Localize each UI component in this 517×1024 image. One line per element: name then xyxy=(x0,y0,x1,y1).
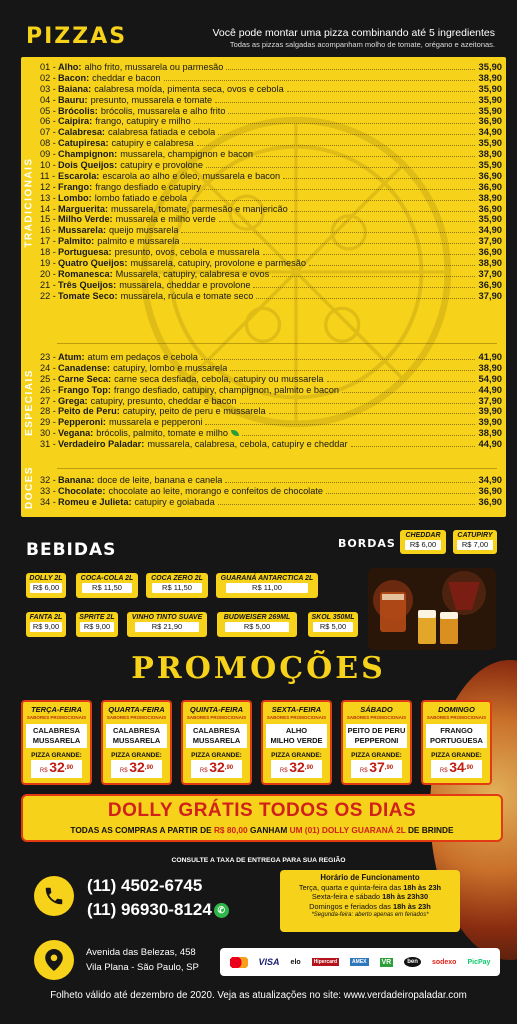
drink-sprite: SPRITE 2L R$ 9,00 xyxy=(76,612,118,637)
dot-leader xyxy=(215,102,475,103)
pizza-desc: catupiry, peito de peru e mussarela xyxy=(122,406,266,417)
pizza-desc: queijo mussarela xyxy=(109,225,179,236)
pizza-name: Romanesca: xyxy=(58,268,113,279)
pizza-num: 24 - xyxy=(40,362,56,373)
pizza-row xyxy=(40,486,502,497)
delivery-fee-note: CONSULTE A TAXA DE ENTREGA PARA SUA REGIÃO xyxy=(171,857,346,864)
pizza-name: Mussarela: xyxy=(58,225,107,236)
pizza-num: 26 - xyxy=(40,384,56,395)
pizza-price: 39,90 xyxy=(478,405,502,417)
category-strip xyxy=(21,57,38,517)
payment-methods xyxy=(220,948,500,976)
pizza-price: 54,90 xyxy=(478,372,502,384)
pizza-row xyxy=(40,106,502,117)
promo-card-sabado: SÁBADO SABORES PROMOCIONAIS PEITO DE PERU PEPPERONI PIZZA GRANDE: R$ $37^{,90}$ xyxy=(341,700,412,785)
pizza-name: Champignon: xyxy=(58,149,118,160)
pizza-row xyxy=(40,406,502,417)
pizzas-title: PIZZAS xyxy=(26,24,128,49)
pizza-num: 34 - xyxy=(40,496,56,507)
borda-catupiry: CATUPIRY R$ 7,00 xyxy=(453,530,497,554)
pizza-name: Portuguesa: xyxy=(58,247,112,258)
pizza-name: Canadense: xyxy=(58,362,111,373)
dot-leader xyxy=(181,232,475,233)
pizza-num: 05 - xyxy=(40,105,56,116)
pizza-name: Alho: xyxy=(58,62,82,72)
pizza-name: Milho Verde: xyxy=(58,214,113,225)
pizza-desc: mussarela, rúcula e tomate seco xyxy=(120,290,254,301)
pizza-row xyxy=(40,396,502,407)
pizza-num: 23 - xyxy=(40,352,56,362)
pizza-list-doces xyxy=(40,475,502,508)
pizza-name: Três Queijos: xyxy=(58,279,117,290)
pizza-price: 36,90 xyxy=(478,246,502,258)
leaf-icon xyxy=(231,430,239,436)
category-especiais: ESPECIAIS xyxy=(24,368,36,436)
pizza-name: Chocolate: xyxy=(58,485,106,496)
dot-leader xyxy=(205,424,475,425)
pizza-price: 35,90 xyxy=(478,159,502,171)
category-divider xyxy=(57,468,497,469)
pizza-price: 37,90 xyxy=(478,394,502,406)
pizza-row xyxy=(40,475,502,486)
dot-leader xyxy=(164,80,475,81)
mastercard-icon xyxy=(230,957,248,968)
pizza-price: 36,90 xyxy=(478,495,502,507)
visa-label: VISA xyxy=(258,957,280,967)
dot-leader xyxy=(206,167,475,168)
promo-card-quinta: QUINTA-FEIRA SABORES PROMOCIONAIS CALABRESA MUSSARELA PIZZA GRANDE: R$ $32^{,90}$ xyxy=(181,700,252,785)
pizza-name: Romeu e Julieta: xyxy=(58,496,132,507)
pizza-name: Tomate Seco: xyxy=(58,290,118,301)
dot-leader xyxy=(283,178,475,179)
pizza-desc: frango desfiado, catupiry, champignon, palmito e bacon xyxy=(113,384,339,395)
pizza-num: 22 - xyxy=(40,290,56,301)
drink-coca-cola: COCA-COLA 2L R$ 11,50 xyxy=(76,573,138,598)
pizza-num: 27 - xyxy=(40,395,56,406)
pizza-num: 02 - xyxy=(40,72,56,83)
category-tradicionais: TRADICIONAIS xyxy=(24,156,36,248)
pizza-price: 34,90 xyxy=(478,126,502,138)
pizza-desc: lombo fatiado e cebola xyxy=(94,192,188,203)
pizza-name: Palmito: xyxy=(58,236,95,247)
promo-card-terca: TERÇA-FEIRA SABORES PROMOCIONAIS CALABRESA MUSSARELA PIZZA GRANDE: R$ $32^{,90}$ xyxy=(21,700,92,785)
pizza-desc: calabresa fatiada e cebola xyxy=(107,127,216,138)
dot-leader xyxy=(230,370,475,371)
pizza-row xyxy=(40,269,502,280)
pizza-name: Atum: xyxy=(58,352,85,362)
dot-leader xyxy=(263,254,475,255)
address-line1: Avenida das Belezas, 458 xyxy=(86,947,196,958)
pizza-row xyxy=(40,291,502,302)
pizza-num: 19 - xyxy=(40,258,56,269)
pizza-row xyxy=(40,127,502,138)
dot-leader xyxy=(272,276,475,277)
pizza-price: 39,90 xyxy=(478,416,502,428)
pizza-desc: frango desfiado e catupiry xyxy=(95,181,201,192)
pizza-price: 36,90 xyxy=(478,202,502,214)
pizza-price: 38,90 xyxy=(478,191,502,203)
dot-leader xyxy=(326,493,475,494)
dot-leader xyxy=(228,113,475,114)
category-divider xyxy=(57,343,497,344)
pizza-num: 12 - xyxy=(40,181,56,192)
pizza-desc: carne seca desfiada, cebola, catupiry ou mussarela xyxy=(114,373,324,384)
pizza-num: 03 - xyxy=(40,83,56,94)
dot-leader xyxy=(256,298,475,299)
pizza-desc: catupiry, presunto, cheddar e bacon xyxy=(90,395,237,406)
pizza-price: 37,90 xyxy=(478,235,502,247)
pizza-row xyxy=(40,497,502,508)
drink-fanta: FANTA 2L R$ 9,00 xyxy=(26,612,66,637)
pizza-desc: mussarela e pepperoni xyxy=(108,417,203,428)
pizza-row xyxy=(40,258,502,269)
location-pin-icon xyxy=(34,940,74,980)
pizza-num: 07 - xyxy=(40,127,56,138)
pizza-desc: Mussarela, catupiry, calabresa e ovos xyxy=(115,268,270,279)
pizza-row xyxy=(40,214,502,225)
borda-cheddar: CHEDDAR R$ 6,00 xyxy=(400,530,446,554)
dolly-title: DOLLY GRÁTIS TODOS OS DIAS xyxy=(107,800,417,821)
dot-leader xyxy=(253,287,475,288)
bebidas-title: BEBIDAS xyxy=(26,540,117,560)
pizza-num: 14 - xyxy=(40,203,56,214)
pizza-row xyxy=(40,193,502,204)
dot-leader xyxy=(194,123,475,124)
dot-leader xyxy=(287,91,475,92)
pizza-num: 21 - xyxy=(40,279,56,290)
pizza-row xyxy=(40,62,502,73)
pizza-desc: atum em pedaços e cebola xyxy=(87,352,198,362)
ben-label: ben xyxy=(404,957,421,967)
pizza-num: 28 - xyxy=(40,406,56,417)
pizza-price: 36,90 xyxy=(478,115,502,127)
dot-leader xyxy=(219,221,475,222)
drink-dolly: DOLLY 2L R$ 6,00 xyxy=(26,573,66,598)
pizza-desc: catupiry, lombo e mussarela xyxy=(113,362,228,373)
pizza-price: 35,90 xyxy=(478,82,502,94)
pizza-row xyxy=(40,417,502,428)
pizza-row xyxy=(40,225,502,236)
pizza-price: 35,90 xyxy=(478,104,502,116)
pizza-price: 35,90 xyxy=(478,93,502,105)
pizza-row xyxy=(40,171,502,182)
promo-card-sexta: SEXTA-FEIRA SABORES PROMOCIONAIS ALHO MILHO VERDE PIZZA GRANDE: R$ $32^{,90}$ xyxy=(261,700,332,785)
drink-guarana: GUARANÁ ANTARCTICA 2L R$ 11,00 xyxy=(216,573,318,598)
pizza-num: 32 - xyxy=(40,475,56,485)
pizza-desc: cheddar e bacon xyxy=(92,72,161,83)
pizza-num: 20 - xyxy=(40,268,56,279)
pizza-name: Bacon: xyxy=(58,72,90,83)
pizza-num: 13 - xyxy=(40,192,56,203)
pizza-name: Carne Seca: xyxy=(58,373,112,384)
pizza-name: Banana: xyxy=(58,475,95,485)
dot-leader xyxy=(327,381,475,382)
pizza-price: 38,90 xyxy=(478,71,502,83)
pizza-row xyxy=(40,352,502,363)
pizza-name: Marguerita: xyxy=(58,203,109,214)
footer-note: Folheto válido até dezembro de 2020. Veja as atualizações no site: www.verdadeiropaladar.com xyxy=(50,990,467,1001)
pizza-num: 16 - xyxy=(40,225,56,236)
pizza-list-especiais xyxy=(40,352,502,450)
pizza-row xyxy=(40,280,502,291)
pizza-name: Quatro Queijos: xyxy=(58,258,128,269)
pizza-num: 01 - xyxy=(40,62,56,72)
pizza-price: 37,90 xyxy=(478,267,502,279)
pizza-price: 35,90 xyxy=(478,213,502,225)
pizza-name: Frango: xyxy=(58,181,93,192)
pizza-name: Peito de Peru: xyxy=(58,406,120,417)
pizza-num: 18 - xyxy=(40,247,56,258)
pizza-desc: mussarela, calabresa, cebola, catupiry e cheddar xyxy=(147,439,348,450)
pizza-num: 25 - xyxy=(40,373,56,384)
pizza-desc: brócolis, mussarela e alho frito xyxy=(100,105,226,116)
pizza-num: 11 - xyxy=(40,170,56,181)
pizza-desc: chocolate ao leite, morango e confeitos de chocolate xyxy=(108,485,323,496)
pizza-row xyxy=(40,182,502,193)
dot-leader xyxy=(309,265,475,266)
pizza-desc: brócolis, palmito, tomate e milho xyxy=(96,428,228,439)
pizza-desc: doce de leite, banana e canela xyxy=(97,475,223,485)
address-line2: Vila Plana - São Paulo, SP xyxy=(86,962,199,973)
drink-coca-zero: COCA ZERO 2L R$ 11,50 xyxy=(146,573,208,598)
pizza-price: 35,90 xyxy=(478,61,502,72)
pizza-price: 41,90 xyxy=(478,351,502,362)
pizza-name: Verdadeiro Paladar: xyxy=(58,439,145,450)
pizza-row xyxy=(40,236,502,247)
pizza-name: Bauru: xyxy=(58,94,88,105)
promo-card-domingo: DOMINGO SABORES PROMOCIONAIS FRANGO PORTUGUESA PIZZA GRANDE: R$ $34^{,90}$ xyxy=(421,700,492,785)
dot-leader xyxy=(256,156,475,157)
pizza-name: Brócolis: xyxy=(58,105,98,116)
dot-leader xyxy=(218,134,475,135)
dot-leader xyxy=(226,69,475,70)
pizza-num: 31 - xyxy=(40,439,56,450)
pizza-num: 04 - xyxy=(40,94,56,105)
pizza-desc: presunto, mussarela e tomate xyxy=(90,94,213,105)
pizza-num: 15 - xyxy=(40,214,56,225)
phone-number-1[interactable]: (11) 4502-6745 xyxy=(87,876,203,895)
pizza-name: Catupiresa: xyxy=(58,138,109,149)
pizza-row xyxy=(40,204,502,215)
dot-leader xyxy=(351,446,475,447)
pizza-desc: frango, catupiry e milho xyxy=(95,116,191,127)
pizza-desc: mussarela, champignon e bacon xyxy=(120,149,253,160)
drink-skol: SKOL 350ML R$ 5,00 xyxy=(308,612,358,637)
pizza-row xyxy=(40,363,502,374)
pizza-row xyxy=(40,149,502,160)
dolly-note: TODAS AS COMPRAS A PARTIR DE R$ 80,00 GANHAM UM (01) DOLLY GUARANÁ 2L DE BRINDE xyxy=(70,825,454,835)
pizza-price: 36,90 xyxy=(478,169,502,181)
pizza-name: Vegana: xyxy=(58,428,94,439)
pizza-desc: presunto, ovos, cebola e mussarela xyxy=(114,247,260,258)
dot-leader xyxy=(291,211,475,212)
elo-label: elo xyxy=(290,958,301,966)
pizza-row xyxy=(40,385,502,396)
pizza-row xyxy=(40,73,502,84)
pizza-num: 30 - xyxy=(40,428,56,439)
pizza-desc: mussarela e milho verde xyxy=(115,214,216,225)
pizza-price: 38,90 xyxy=(478,427,502,439)
pizza-num: 33 - xyxy=(40,485,56,496)
pizza-desc: mussarela, cheddar e provolone xyxy=(119,279,251,290)
opening-hours: Horário de Funcionamento Terça, quarta e quinta-feira das 18h às 23h Sexta-feira e sábado 18h às 23h30 Domingos e feriados das 18h às 23h *Segunda-feira: aberto apenas em feriados* xyxy=(280,870,460,932)
pizza-price: 44,90 xyxy=(478,383,502,395)
promo-card-quarta: QUARTA-FEIRA SABORES PROMOCIONAIS CALABRESA MUSSARELA PIZZA GRANDE: R$ $32^{,90}$ xyxy=(101,700,172,785)
pizza-num: 08 - xyxy=(40,138,56,149)
pizza-row xyxy=(40,428,502,439)
dot-leader xyxy=(240,403,475,404)
pizza-row xyxy=(40,95,502,106)
pizza-desc: mussarela, tomate, parmesão e manjericão xyxy=(111,203,288,214)
pizza-price: 36,90 xyxy=(478,484,502,496)
dolly-banner xyxy=(21,794,503,842)
drinks-photo xyxy=(368,568,496,650)
promocoes-title: PROMOÇÕES xyxy=(131,651,386,686)
hipercard-label: Hipercard xyxy=(313,959,338,965)
pizza-price: 38,90 xyxy=(478,257,502,269)
pizza-row xyxy=(40,138,502,149)
pizza-price: 35,90 xyxy=(478,137,502,149)
pizza-name: Lombo: xyxy=(58,192,92,203)
pizza-menu-panel xyxy=(21,57,506,517)
pizza-desc: catupiry e goiabada xyxy=(134,496,215,507)
pizza-price: 38,90 xyxy=(478,148,502,160)
pizza-price: 36,90 xyxy=(478,180,502,192)
pizza-row xyxy=(40,160,502,171)
pizza-desc: catupiry e provolone xyxy=(120,160,203,171)
drink-vinho: VINHO TINTO SUAVE R$ 21,90 xyxy=(127,612,207,637)
pizza-num: 10 - xyxy=(40,160,56,171)
pizza-num: 09 - xyxy=(40,149,56,160)
pizza-num: 06 - xyxy=(40,116,56,127)
pizza-desc: escarola ao alho e óleo, mussarela e bacon xyxy=(102,170,281,181)
pizza-name: Dois Queijos: xyxy=(58,160,118,171)
dot-leader xyxy=(218,504,475,505)
pizza-desc: calabresa moída, pimenta seca, ovos e cebola xyxy=(94,83,284,94)
pizza-name: Pepperoni: xyxy=(58,417,106,428)
dot-leader xyxy=(242,435,475,436)
pizza-list-tradicionais xyxy=(40,62,502,302)
header xyxy=(0,0,517,57)
dot-leader xyxy=(204,189,475,190)
phone-number-2[interactable]: (11) 96930-8124 ✆ xyxy=(87,900,229,920)
drink-budweiser: BUDWEISER 269ML R$ 5,00 xyxy=(217,612,297,637)
pizza-desc: catupiry e calabresa xyxy=(111,138,194,149)
pizza-num: 17 - xyxy=(40,236,56,247)
pizza-num: 29 - xyxy=(40,417,56,428)
pizza-name: Caipira: xyxy=(58,116,93,127)
pizza-row xyxy=(40,374,502,385)
pizza-row xyxy=(40,439,502,450)
pizza-price: 34,90 xyxy=(478,224,502,236)
pizza-name: Calabresa: xyxy=(58,127,105,138)
phone-icon xyxy=(34,876,74,916)
pizza-row xyxy=(40,116,502,127)
pizza-row xyxy=(40,84,502,95)
bordas-title: BORDAS xyxy=(338,537,396,550)
pizza-desc: alho frito, mussarela ou parmesão xyxy=(84,62,224,72)
pizza-price: 44,90 xyxy=(478,438,502,450)
dot-leader xyxy=(269,413,475,414)
pizza-desc: palmito e mussarela xyxy=(97,236,180,247)
header-note-toppings: Todas as pizzas salgadas acompanham molho de tomate, orégano e azeitonas. xyxy=(229,40,495,49)
dot-leader xyxy=(190,200,475,201)
category-doces: DOCES xyxy=(24,465,35,509)
pizza-price: 38,90 xyxy=(478,361,502,373)
dot-leader xyxy=(197,145,475,146)
pizza-desc: mussarela, catupiry, provolone e parmesão xyxy=(130,258,306,269)
dot-leader xyxy=(182,243,475,244)
pizza-price: 37,90 xyxy=(478,289,502,301)
pizza-name: Frango Top: xyxy=(58,384,111,395)
header-note-ingredients: Você pode montar uma pizza combinando até 5 ingredientes xyxy=(212,27,495,39)
pizza-row xyxy=(40,247,502,258)
pizza-name: Escarola: xyxy=(58,170,100,181)
sodexo-label: sodexo xyxy=(431,958,457,966)
pizza-price: 36,90 xyxy=(478,278,502,290)
dot-leader xyxy=(201,359,475,360)
whatsapp-icon: ✆ xyxy=(214,903,229,918)
amex-label: AMEX xyxy=(352,959,367,965)
vr-label: VR xyxy=(381,958,392,966)
pizza-price: 34,90 xyxy=(478,474,502,485)
dot-leader xyxy=(342,392,475,393)
pizza-name: Baiana: xyxy=(58,83,92,94)
picpay-label: PicPay xyxy=(467,958,491,966)
dot-leader xyxy=(225,482,475,483)
pizza-name: Grega: xyxy=(58,395,88,406)
